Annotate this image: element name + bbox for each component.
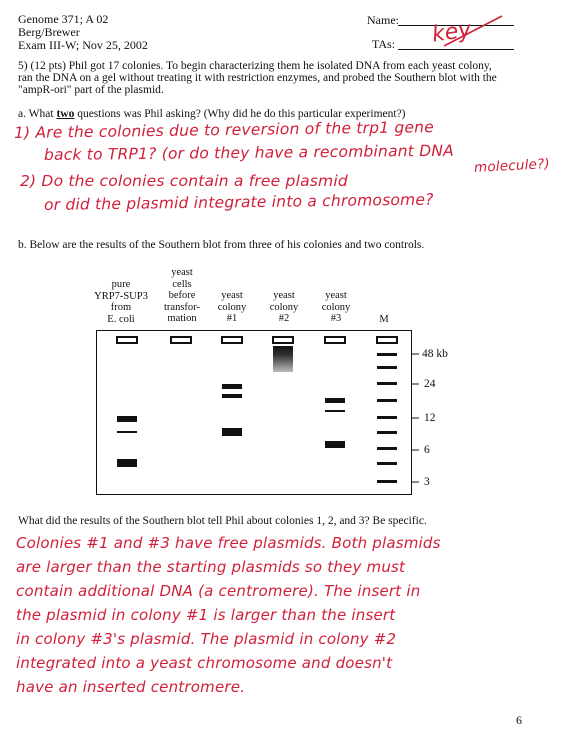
lane-label-line: yeast xyxy=(171,267,193,278)
marker-band xyxy=(377,366,397,369)
key-mark: key xyxy=(430,17,473,48)
lane-label-line: yeast xyxy=(325,290,347,301)
marker-band xyxy=(377,399,397,402)
marker-band xyxy=(377,416,397,419)
well-lane-4 xyxy=(273,337,293,343)
band-ecoli-2 xyxy=(117,431,137,433)
well-lane-5 xyxy=(325,337,345,343)
lane-label-line: E. coli xyxy=(107,313,135,325)
marker-label-6: 6 xyxy=(424,444,430,456)
lane-label-line: yeast xyxy=(221,290,243,301)
marker-band xyxy=(377,382,397,385)
instructors: Berg/Brewer xyxy=(18,25,80,39)
marker-band xyxy=(377,462,397,465)
lane-label-line: #2 xyxy=(278,313,290,324)
marker-label-48: 48 kb xyxy=(422,348,448,360)
lane-label-line: colony xyxy=(269,301,299,313)
answer-c-line-4: the plasmid in colony #1 is larger than the insert xyxy=(16,606,396,624)
tas-label: TAs: xyxy=(372,37,396,51)
answer-c-line-3: contain additional DNA (a centromere). The insert in xyxy=(16,582,421,600)
well-marker-lane xyxy=(377,337,397,343)
answer-c-line-7: have an inserted centromere. xyxy=(16,678,246,696)
answer-c-line-6: integrated into a yeast chromosome and doesn't xyxy=(16,654,393,672)
answer-a-line-3: molecule?) xyxy=(473,156,551,176)
band-ecoli-3 xyxy=(117,459,137,467)
name-label: Name: xyxy=(367,13,399,27)
marker-band xyxy=(377,447,397,450)
band-colony-3-c xyxy=(325,441,345,448)
part-b-question: b. Below are the results of the Southern blot from three of his colonies and two controls. xyxy=(18,239,425,251)
well-lane-2 xyxy=(171,337,191,343)
band-ecoli-1 xyxy=(117,416,137,422)
lane-label-line: #3 xyxy=(330,313,342,324)
lane-label-line: from xyxy=(110,302,132,313)
answer-a-line-5: or did the plasmid integrate into a chromosome? xyxy=(43,190,434,214)
marker-label-24: 24 xyxy=(424,378,436,390)
lane-label-line: #1 xyxy=(226,313,238,324)
lane-label-colony-3 xyxy=(311,290,361,325)
lane-label-line: pure xyxy=(111,279,131,290)
southern-blot xyxy=(96,330,426,500)
page-number: 6 xyxy=(516,713,522,727)
marker-label-12: 12 xyxy=(424,412,436,424)
well-lane-1 xyxy=(117,337,137,343)
marker-band xyxy=(377,480,397,483)
lane-label-line: transfor- xyxy=(164,301,200,313)
marker-band xyxy=(377,353,397,356)
lane-label-line: cells xyxy=(172,278,192,290)
lane-label-before xyxy=(153,267,211,325)
lane-label-line: mation xyxy=(167,313,197,324)
answer-a-line-1: 1) Are the colonies due to reversion of the trp1 gene xyxy=(13,118,435,142)
band-colony-1-b xyxy=(222,394,242,398)
part-a-prefix: a. What xyxy=(18,108,57,120)
band-colony-1-c xyxy=(222,428,242,436)
lane-label-colony-2 xyxy=(259,290,309,325)
lane-label-line: before xyxy=(168,290,196,301)
smear-colony-2 xyxy=(273,346,293,372)
course-code: Genome 371; A 02 xyxy=(18,12,109,26)
answer-c-line-5: in colony #3's plasmid. The plasmid in colony #2 xyxy=(16,630,397,648)
lane-label-colony-1 xyxy=(207,290,257,325)
marker-label-3: 3 xyxy=(424,476,430,488)
answer-c-line-1: Colonies #1 and #3 have free plasmids. Both plasmids xyxy=(16,534,441,552)
band-colony-3-b xyxy=(325,410,345,412)
part-c-question: What did the results of the Southern blot tell Phil about colonies 1, 2, and 3? Be specific. xyxy=(18,515,427,527)
part-a-emphasis: two xyxy=(56,108,75,120)
lane-label-ecoli xyxy=(92,279,150,325)
band-colony-1-a xyxy=(222,384,242,389)
exam-title: Exam III-W; Nov 25, 2002 xyxy=(18,38,148,52)
answer-a-line-4: 2) Do the colonies contain a free plasmid xyxy=(20,172,348,190)
answer-c-line-2: are larger than the starting plasmids so they must xyxy=(16,558,406,576)
marker-band xyxy=(377,431,397,434)
lane-label-line: yeast xyxy=(273,290,295,301)
answer-a-line-2: back to TRP1? (or do they have a recombinant DNA xyxy=(43,141,454,164)
key-slash xyxy=(440,10,510,50)
blot-frame xyxy=(97,331,412,495)
problem-intro-2: ran the DNA on a gel without treating it with restriction enzymes, and probed the Southern blot with the xyxy=(18,72,497,84)
well-lane-3 xyxy=(222,337,242,343)
problem-intro-3: "ampR-ori" part of the plasmid. xyxy=(18,84,164,96)
problem-intro-1: 5) (12 pts) Phil got 17 colonies. To begin characterizing them he isolated DNA from each yeast colony, xyxy=(18,60,492,72)
part-a-suffix: questions was Phil asking? (Why did he do this particular experiment?) xyxy=(74,108,406,120)
band-colony-3-a xyxy=(325,398,345,403)
lane-label-line: colony xyxy=(217,301,247,313)
lane-label-line: YRP7-SUP3 xyxy=(94,290,148,302)
lane-label-marker: M xyxy=(379,314,389,325)
lane-label-line: colony xyxy=(321,301,351,313)
